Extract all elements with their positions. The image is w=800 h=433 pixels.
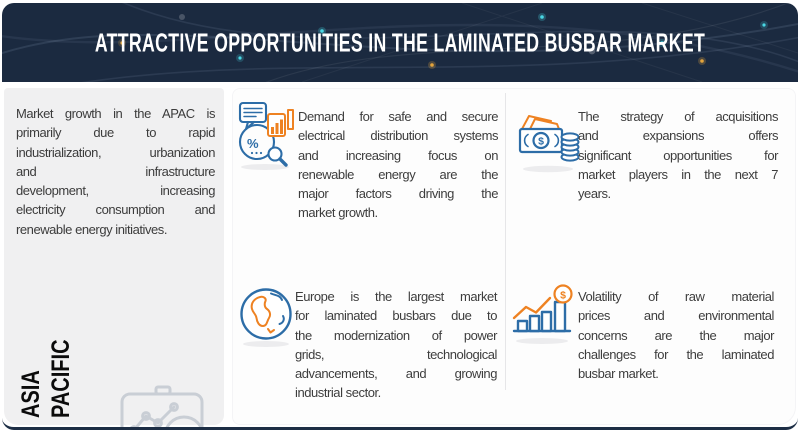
card-challenge-text: Volatility of raw material prices and environmental concerns are the major challenges for the laminated busbar market. [578,289,774,382]
infographic-frame [2,3,798,430]
header-banner [2,3,798,82]
vertical-divider [505,93,506,390]
card-europe-text: Europe is the largest market for laminated busbars due to the modernization of power grids, technological advancements, and growing industrial sector. [295,289,497,401]
apac-summary-text: Market growth in the APAC is primarily due to rapid industrialization, urbanization and infrastructure development, increasing electricity consumption and renewable energy initiatives. [16,106,215,237]
market-analysis-icon [238,101,296,171]
globe-icon [238,286,294,348]
presentation-chart-magnifier-icon [112,385,212,430]
card-driver-text: Demand for safe and secure electrical distribution systems and increasing focus on renewable energy are the major factors driving the market growth. [298,109,498,221]
svg-text:%: % [247,136,259,151]
growth-chart-dollar-icon [512,283,576,345]
svg-text:$: $ [560,289,566,302]
page-title: ATTRACTIVE OPPORTUNITIES IN THE LAMINATED BUSBAR MARKET [94,27,706,57]
region-label [16,306,88,418]
apac-panel [4,88,224,425]
region-label-text: ASIA PACIFIC [17,339,75,418]
svg-text:$: $ [538,135,544,148]
money-banknote-coins-icon [518,109,580,173]
card-opportunity-text: The strategy of acquisitions and expansions offers significant opportunities for market players in the next 7 years. [578,109,778,202]
